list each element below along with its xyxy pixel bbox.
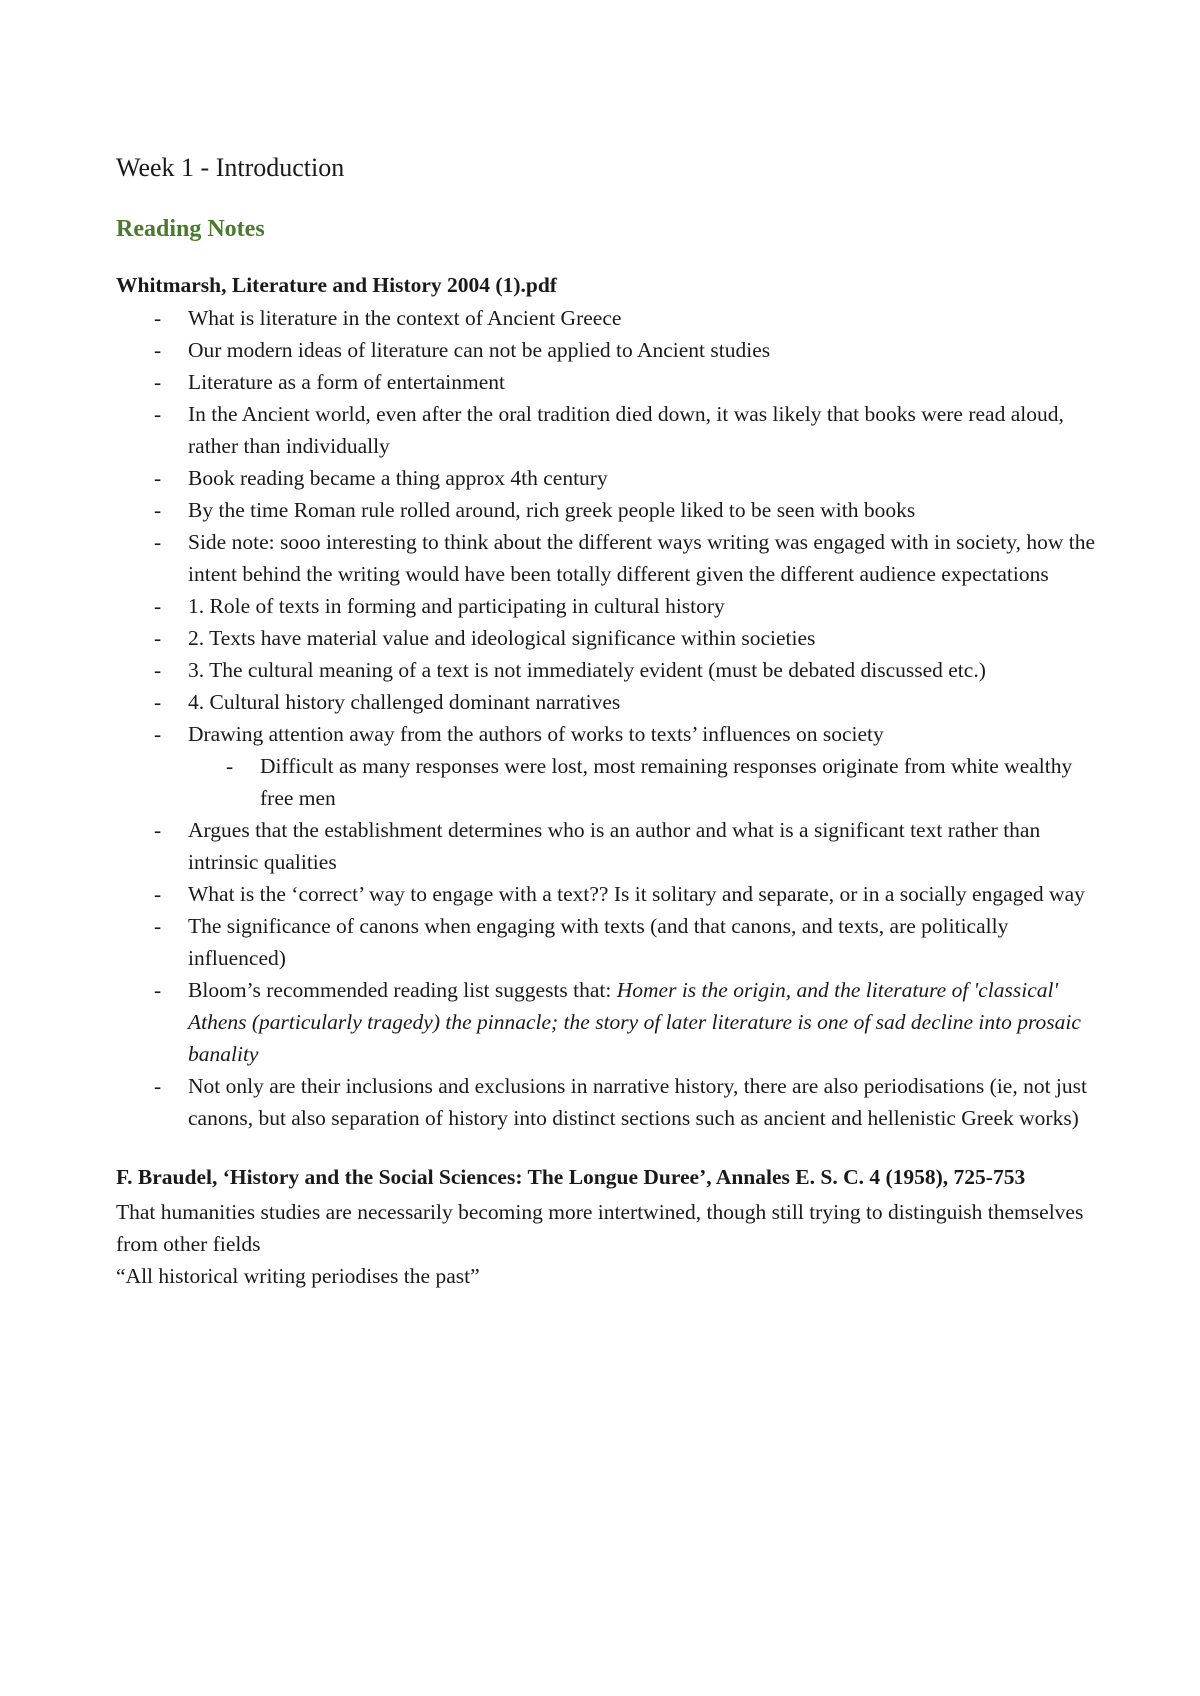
list-item: - Drawing attention away from the authors of works to texts’ influences on society - Difficult as many responses were lost, most remaining responses originate from white wealthy free men [116,718,1106,814]
list-item: - Literature as a form of entertainment [154,370,505,394]
source-braudel [116,1162,1106,1292]
list-item: - The significance of canons when engaging with texts (and that canons, and texts, are politically influenced) [154,914,1009,970]
paragraph: That humanities studies are necessarily becoming more intertwined, though still trying to distinguish themselves from other fields [116,1200,1084,1256]
list-item: - Our modern ideas of literature can not be applied to Ancient studies [154,338,771,362]
source-heading: Whitmarsh, Literature and History 2004 (1).pdf [116,273,557,297]
list-item: - 3. The cultural meaning of a text is not immediately evident (must be debated discussed etc.) [154,658,986,682]
document-page [116,150,1106,1292]
list-item: - Book reading became a thing approx 4th century [154,466,608,490]
list-item: - 4. Cultural history challenged dominant narratives [154,690,621,714]
list-item: - Side note: sooo interesting to think about the different ways writing was engaged with in society, how the intent behind the writing would have been totally different given the different audience expectations [154,530,1096,586]
list-item: - By the time Roman rule rolled around, rich greek people liked to be seen with books [154,498,916,522]
list-item: - What is literature in the context of Ancient Greece [154,306,622,330]
list-item: - What is the ‘correct’ way to engage with a text?? Is it solitary and separate, or in a socially engaged way [154,882,1085,906]
quote-paragraph: “All historical writing periodises the past” [116,1264,480,1288]
source-heading: F. Braudel, ‘History and the Social Sciences: The Longue Duree’, Annales E. S. C. 4 (1958), 725-753 [116,1165,1026,1189]
page-title: Week 1 - Introduction [116,153,345,182]
list-item: - 2. Texts have material value and ideological significance within societies [154,626,816,650]
list-item: - Argues that the establishment determines who is an author and what is a significant text rather than intrinsic qualities [154,818,1041,874]
source-whitmarsh [116,270,1106,1134]
list-item: - Bloom’s recommended reading list suggests that: Homer is the origin, and the literature of 'classical' Athens (particularly tragedy) the pinnacle; the story of later literature is one of sad decline into prosaic banality [154,978,1081,1066]
notes-list [116,302,1106,1134]
list-item: - Not only are their inclusions and exclusions in narrative history, there are also periodisations (ie, not just canons, but also separation of history into distinct sections such as ancient and hellenistic Greek works) [154,1074,1088,1130]
list-item: - In the Ancient world, even after the oral tradition died down, it was likely that books were read aloud, rather than individually [154,402,1064,458]
bloom-intro: Bloom’s recommended reading list suggests that: [188,978,617,1002]
sub-list [188,750,1106,814]
list-item: - 1. Role of texts in forming and participating in cultural history [154,594,725,618]
bloom-quote: Homer is the origin, and the literature of 'classical' Athens (particularly tragedy) the pinnacle; the story of later literature is one of sad decline into prosaic banality [188,978,1081,1066]
sub-list-item: - Difficult as many responses were lost, most remaining responses originate from white wealthy free men [226,754,1073,810]
section-heading: Reading Notes [116,216,265,242]
